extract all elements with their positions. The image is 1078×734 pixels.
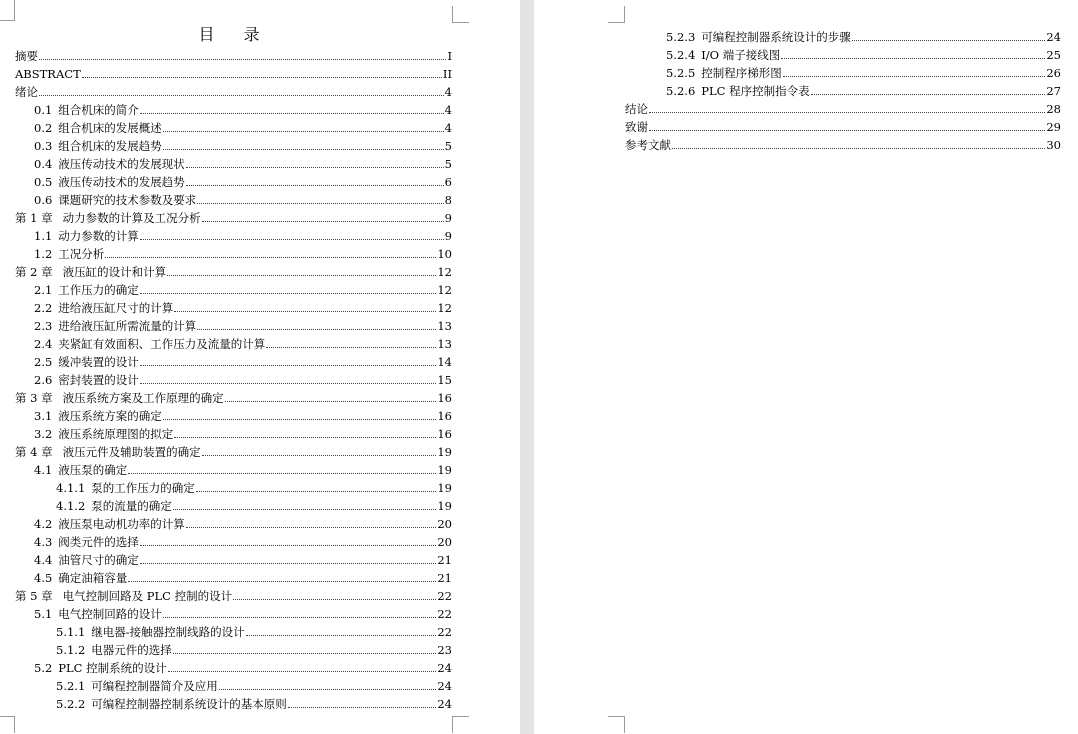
toc-entry-title: PLC 控制系统的设计 bbox=[58, 661, 167, 675]
toc-dot-leader bbox=[219, 689, 437, 690]
toc-entry-number: 2.5 bbox=[34, 355, 53, 369]
toc-dot-leader bbox=[168, 671, 437, 672]
toc-entry-title: 组合机床的发展趋势 bbox=[58, 139, 162, 153]
toc-entry-number: 3.1 bbox=[34, 409, 53, 423]
toc-dot-leader bbox=[105, 257, 436, 258]
toc-entry[interactable] bbox=[15, 405, 452, 423]
toc-dot-leader bbox=[163, 131, 444, 132]
toc-entry[interactable] bbox=[15, 675, 452, 693]
toc-entry-title: ABSTRACT bbox=[15, 67, 81, 81]
toc-entry-title: 工况分析 bbox=[58, 247, 105, 261]
toc-entry-title: 电气控制回路的设计 bbox=[58, 607, 162, 621]
toc-entry-title: 组合机床的简介 bbox=[58, 103, 139, 117]
toc-entry-title: 可编程控制器控制系统设计的基本原则 bbox=[91, 697, 287, 711]
toc-dot-leader bbox=[140, 113, 444, 114]
toc-entry[interactable] bbox=[15, 603, 452, 621]
toc-entry-page-number: 13 bbox=[437, 337, 452, 351]
toc-dot-leader bbox=[140, 545, 437, 546]
toc-entry-number: 4.4 bbox=[34, 553, 53, 567]
toc-entry[interactable] bbox=[625, 44, 1061, 62]
toc-entry-number: 第 4 章 bbox=[15, 445, 53, 459]
toc-entry-title: 确定油箱容量 bbox=[58, 571, 128, 585]
toc-entry[interactable] bbox=[15, 441, 452, 459]
toc-entry[interactable] bbox=[15, 117, 452, 135]
toc-entry[interactable] bbox=[15, 639, 452, 657]
toc-dot-leader bbox=[196, 491, 437, 492]
toc-entry-number: 0.3 bbox=[34, 139, 53, 153]
toc-entry[interactable] bbox=[15, 207, 452, 225]
toc-dot-leader bbox=[202, 221, 444, 222]
toc-entry-title: 工作压力的确定 bbox=[58, 283, 139, 297]
toc-entry-number: 第 3 章 bbox=[15, 391, 53, 405]
toc-dot-leader bbox=[186, 167, 444, 168]
toc-entry-page-number: 19 bbox=[437, 463, 452, 477]
toc-entry-page-number: 22 bbox=[437, 589, 452, 603]
toc-entry-number: 第 1 章 bbox=[15, 211, 53, 225]
toc-entry-number: 5.2.5 bbox=[666, 66, 696, 80]
toc-entry[interactable] bbox=[625, 134, 1061, 152]
toc-entry-title: 泵的流量的确定 bbox=[91, 499, 172, 513]
toc-entry[interactable] bbox=[15, 387, 452, 405]
toc-entry-number: 2.4 bbox=[34, 337, 53, 351]
toc-dot-leader bbox=[186, 527, 437, 528]
toc-dot-leader bbox=[225, 401, 437, 402]
toc-entry-number: 第 2 章 bbox=[15, 265, 53, 279]
toc-entry[interactable] bbox=[15, 99, 452, 117]
toc-entry-title: 液压传动技术的发展现状 bbox=[58, 157, 185, 171]
toc-entry-page-number: 19 bbox=[437, 481, 452, 495]
toc-entry-title: 缓冲装置的设计 bbox=[58, 355, 139, 369]
toc-entry-number: 2.1 bbox=[34, 283, 53, 297]
toc-entry-title: I/O 端子接线图 bbox=[701, 48, 781, 62]
toc-dot-leader bbox=[39, 59, 446, 60]
toc-entry-page-number: 24 bbox=[437, 697, 452, 711]
toc-dot-leader bbox=[163, 617, 437, 618]
toc-entry-number: 4.5 bbox=[34, 571, 53, 585]
toc-dot-leader bbox=[649, 130, 1045, 131]
toc-entry-number: 4.1.2 bbox=[56, 499, 86, 513]
toc-entry-page-number: 16 bbox=[437, 427, 452, 441]
toc-dot-leader bbox=[140, 563, 437, 564]
toc-entry-title: 参考文献 bbox=[625, 138, 671, 152]
toc-entry-page-number: 14 bbox=[437, 355, 452, 369]
toc-list-left bbox=[15, 45, 452, 711]
toc-entry-number: 5.1 bbox=[34, 607, 53, 621]
toc-entry-title: 摘要 bbox=[15, 49, 38, 63]
toc-entry-title: 夹紧缸有效面积、工作压力及流量的计算 bbox=[58, 337, 266, 351]
toc-dot-leader bbox=[140, 239, 444, 240]
toc-entry-page-number: 20 bbox=[437, 535, 452, 549]
toc-entry[interactable] bbox=[625, 116, 1061, 134]
toc-entry-number: 第 5 章 bbox=[15, 589, 53, 603]
toc-entry-number: 3.2 bbox=[34, 427, 53, 441]
toc-entry-number: 1.1 bbox=[34, 229, 53, 243]
toc-entry[interactable] bbox=[625, 80, 1061, 98]
toc-entry-number: 5.2.2 bbox=[56, 697, 86, 711]
toc-entry-page-number: 9 bbox=[444, 211, 452, 225]
toc-list-right bbox=[625, 26, 1061, 152]
toc-entry-page-number: 8 bbox=[444, 193, 452, 207]
toc-entry-page-number: 4 bbox=[444, 85, 452, 99]
toc-dot-leader bbox=[163, 419, 437, 420]
page-corner-mark bbox=[0, 716, 15, 733]
toc-entry-page-number: 5 bbox=[444, 139, 452, 153]
toc-entry-page-number: 12 bbox=[437, 283, 452, 297]
toc-entry-number: 5.2.3 bbox=[666, 30, 696, 44]
toc-entry[interactable] bbox=[15, 351, 452, 369]
toc-entry-page-number: 29 bbox=[1046, 120, 1061, 134]
toc-entry-title: 动力参数的计算 bbox=[58, 229, 139, 243]
toc-dot-leader bbox=[266, 347, 436, 348]
toc-entry-page-number: 24 bbox=[437, 679, 452, 693]
toc-entry[interactable] bbox=[15, 495, 452, 513]
toc-dot-leader bbox=[174, 437, 436, 438]
toc-entry[interactable] bbox=[15, 567, 452, 585]
toc-entry[interactable] bbox=[15, 279, 452, 297]
toc-entry-title: PLC 程序控制指令表 bbox=[701, 84, 810, 98]
toc-entry-number: 0.5 bbox=[34, 175, 53, 189]
toc-dot-leader bbox=[173, 509, 437, 510]
page-corner-mark bbox=[0, 0, 15, 21]
toc-entry-number: 0.6 bbox=[34, 193, 53, 207]
toc-entry[interactable] bbox=[15, 81, 452, 99]
toc-entry[interactable] bbox=[15, 135, 452, 153]
toc-entry-page-number: 16 bbox=[437, 391, 452, 405]
toc-entry-page-number: 20 bbox=[437, 517, 452, 531]
toc-dot-leader bbox=[202, 455, 437, 456]
toc-dot-leader bbox=[672, 148, 1045, 149]
toc-dot-leader bbox=[781, 58, 1045, 59]
toc-entry-number: 0.1 bbox=[34, 103, 53, 117]
toc-entry-title: 液压系统原理图的拟定 bbox=[58, 427, 174, 441]
toc-entry-title: 继电器-接触器控制线路的设计 bbox=[91, 625, 245, 639]
toc-dot-leader bbox=[246, 635, 437, 636]
toc-entry[interactable] bbox=[15, 369, 452, 387]
toc-entry[interactable] bbox=[15, 243, 452, 261]
toc-entry-title: 致谢 bbox=[625, 120, 648, 134]
toc-entry-page-number: 27 bbox=[1046, 84, 1061, 98]
toc-entry[interactable] bbox=[15, 171, 452, 189]
toc-dot-leader bbox=[82, 77, 442, 78]
toc-entry-number: 5.1.2 bbox=[56, 643, 86, 657]
toc-entry-page-number: 16 bbox=[437, 409, 452, 423]
toc-dot-leader bbox=[173, 653, 437, 654]
toc-entry-title: 控制程序梯形图 bbox=[701, 66, 782, 80]
toc-dot-leader bbox=[783, 76, 1046, 77]
toc-entry-page-number: 21 bbox=[437, 553, 452, 567]
toc-entry-title: 液压元件及辅助装置的确定 bbox=[62, 445, 201, 459]
toc-entry-page-number: 25 bbox=[1046, 48, 1061, 62]
toc-entry-number: 5.2 bbox=[34, 661, 53, 675]
toc-entry-number: 4.1.1 bbox=[56, 481, 86, 495]
toc-entry[interactable] bbox=[15, 657, 452, 675]
document-page-right bbox=[534, 0, 1078, 734]
toc-entry-page-number: 26 bbox=[1046, 66, 1061, 80]
toc-entry-number: 4.3 bbox=[34, 535, 53, 549]
toc-dot-leader bbox=[197, 203, 443, 204]
toc-entry-page-number: 30 bbox=[1046, 138, 1061, 152]
toc-entry-page-number: 24 bbox=[1046, 30, 1061, 44]
toc-entry-page-number: 21 bbox=[437, 571, 452, 585]
toc-entry-title: 课题研究的技术参数及要求 bbox=[58, 193, 197, 207]
toc-entry-title: 液压泵的确定 bbox=[58, 463, 128, 477]
toc-entry[interactable] bbox=[625, 98, 1061, 116]
toc-entry[interactable] bbox=[15, 549, 452, 567]
toc-entry-number: 2.3 bbox=[34, 319, 53, 333]
toc-entry-number: 1.2 bbox=[34, 247, 53, 261]
toc-entry-page-number: 12 bbox=[437, 301, 452, 315]
toc-entry-title: 可编程控制器简介及应用 bbox=[91, 679, 218, 693]
toc-entry[interactable] bbox=[15, 63, 452, 81]
toc-entry-number: 4.2 bbox=[34, 517, 53, 531]
toc-dot-leader bbox=[140, 365, 437, 366]
toc-entry-title: 泵的工作压力的确定 bbox=[91, 481, 195, 495]
toc-entry-page-number: 15 bbox=[437, 373, 452, 387]
toc-entry[interactable] bbox=[15, 153, 452, 171]
toc-entry-page-number: 13 bbox=[437, 319, 452, 333]
toc-entry-page-number: 24 bbox=[437, 661, 452, 675]
toc-dot-leader bbox=[233, 599, 436, 600]
toc-entry-title: 液压泵电动机功率的计算 bbox=[58, 517, 185, 531]
toc-entry-title: 动力参数的计算及工况分析 bbox=[62, 211, 201, 225]
toc-entry-title: 液压系统方案的确定 bbox=[58, 409, 162, 423]
toc-dot-leader bbox=[811, 94, 1046, 95]
toc-entry-title: 密封装置的设计 bbox=[58, 373, 139, 387]
toc-entry-page-number: 9 bbox=[444, 229, 452, 243]
toc-dot-leader bbox=[128, 473, 436, 474]
toc-entry-page-number: 10 bbox=[437, 247, 452, 261]
toc-entry-page-number: 28 bbox=[1046, 102, 1061, 116]
toc-entry[interactable] bbox=[15, 333, 452, 351]
toc-entry-title: 液压缸的设计和计算 bbox=[62, 265, 167, 279]
toc-entry-number: 0.4 bbox=[34, 157, 53, 171]
toc-entry[interactable] bbox=[625, 62, 1061, 80]
toc-entry[interactable] bbox=[15, 45, 452, 63]
toc-entry-page-number: 23 bbox=[437, 643, 452, 657]
toc-entry-title: 进给液压缸尺寸的计算 bbox=[58, 301, 174, 315]
toc-entry[interactable] bbox=[625, 26, 1061, 44]
toc-entry-page-number: 22 bbox=[437, 607, 452, 621]
toc-dot-leader bbox=[140, 293, 437, 294]
toc-entry-page-number: I bbox=[447, 49, 452, 63]
toc-entry-page-number: 22 bbox=[437, 625, 452, 639]
toc-entry[interactable] bbox=[15, 423, 452, 441]
page-corner-mark bbox=[452, 716, 469, 733]
toc-entry-title: 绪论 bbox=[15, 85, 38, 99]
page-corner-mark bbox=[452, 6, 469, 23]
toc-entry-number: 4.1 bbox=[34, 463, 53, 477]
toc-dot-leader bbox=[128, 581, 436, 582]
toc-entry[interactable] bbox=[15, 531, 452, 549]
toc-entry-page-number: 19 bbox=[437, 499, 452, 513]
toc-entry-title: 组合机床的发展概述 bbox=[58, 121, 162, 135]
toc-entry-title: 进给液压缸所需流量的计算 bbox=[58, 319, 197, 333]
toc-entry[interactable] bbox=[15, 189, 452, 207]
document-page-left bbox=[0, 0, 520, 734]
toc-entry-number: 5.2.6 bbox=[666, 84, 696, 98]
toc-dot-leader bbox=[174, 311, 436, 312]
toc-dot-leader bbox=[288, 707, 437, 708]
toc-entry-page-number: 19 bbox=[437, 445, 452, 459]
toc-entry[interactable] bbox=[15, 315, 452, 333]
toc-entry-title: 结论 bbox=[625, 102, 648, 116]
toc-entry-page-number: 4 bbox=[444, 121, 452, 135]
toc-entry-number: 5.1.1 bbox=[56, 625, 86, 639]
toc-entry-page-number: 12 bbox=[437, 265, 452, 279]
toc-entry-title: 可编程控制器系统设计的步骤 bbox=[701, 30, 851, 44]
toc-entry-page-number: 6 bbox=[444, 175, 452, 189]
toc-dot-leader bbox=[167, 275, 436, 276]
toc-dot-leader bbox=[197, 329, 436, 330]
page-corner-mark bbox=[608, 6, 625, 23]
toc-entry[interactable] bbox=[15, 477, 452, 495]
toc-dot-leader bbox=[140, 383, 437, 384]
toc-entry-title: 电器元件的选择 bbox=[91, 643, 172, 657]
toc-dot-leader bbox=[852, 40, 1046, 41]
toc-entry-number: 2.2 bbox=[34, 301, 53, 315]
toc-entry[interactable] bbox=[15, 621, 452, 639]
toc-entry[interactable] bbox=[15, 513, 452, 531]
toc-entry[interactable] bbox=[15, 459, 452, 477]
toc-entry[interactable] bbox=[15, 693, 452, 711]
page-corner-mark bbox=[608, 716, 625, 733]
toc-entry-title: 油管尺寸的确定 bbox=[58, 553, 139, 567]
toc-entry-title: 阀类元件的选择 bbox=[58, 535, 139, 549]
toc-entry-title: 液压传动技术的发展趋势 bbox=[58, 175, 185, 189]
toc-entry-title: 电气控制回路及 PLC 控制的设计 bbox=[62, 589, 233, 603]
toc-title: 目 录 bbox=[198, 25, 272, 44]
toc-dot-leader bbox=[649, 112, 1045, 113]
toc-entry-page-number: 5 bbox=[444, 157, 452, 171]
toc-dot-leader bbox=[39, 95, 444, 96]
toc-entry-page-number: 4 bbox=[444, 103, 452, 117]
toc-dot-leader bbox=[163, 149, 444, 150]
toc-dot-leader bbox=[186, 185, 444, 186]
toc-entry-title: 液压系统方案及工作原理的确定 bbox=[62, 391, 224, 405]
toc-entry-number: 5.2.1 bbox=[56, 679, 86, 693]
toc-entry[interactable] bbox=[15, 585, 452, 603]
toc-entry-number: 2.6 bbox=[34, 373, 53, 387]
toc-entry[interactable] bbox=[15, 225, 452, 243]
toc-entry-number: 0.2 bbox=[34, 121, 53, 135]
toc-entry[interactable] bbox=[15, 297, 452, 315]
toc-entry[interactable] bbox=[15, 261, 452, 279]
toc-entry-page-number: II bbox=[442, 67, 452, 81]
toc-entry-number: 5.2.4 bbox=[666, 48, 696, 62]
